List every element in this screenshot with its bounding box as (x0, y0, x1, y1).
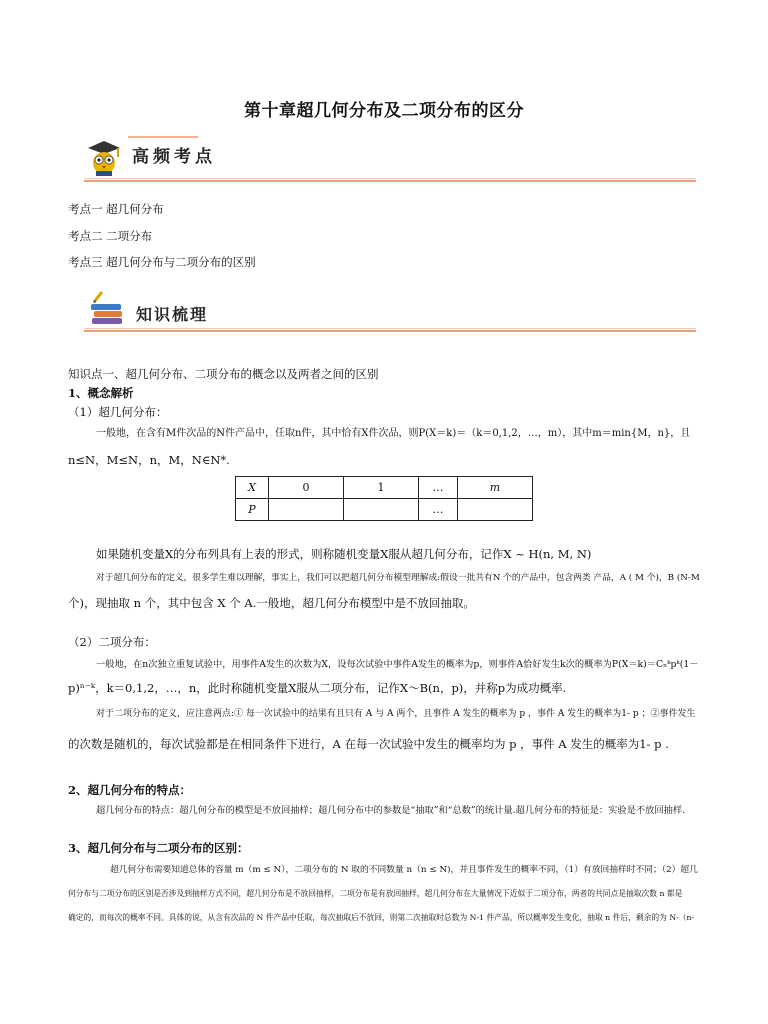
banner-knowledge (84, 288, 696, 332)
paragraph-line: 超几何分布的特点：超几何分布的模型是不放回抽样；超几何分布中的参数是“抽取”和“总数”的统计量.超几何分布的特征是：实验是不放回抽样. (96, 805, 686, 816)
paragraph-line: 确定的，而每次的概率不同。具体的说，从含有次品的 N 件产品中任取，每次抽取后不放回，则第二次抽取时总数为 N-1 件产品，所以概率发生变化，抽取 n 件后，剩余的为 N-（n- (68, 913, 695, 922)
paragraph-line: 一般地，在n次独立重复试验中，用事件A发生的次数为X，设每次试验中事件A发生的概率为p，则事件A恰好发生k次的概率为P(X＝k)＝Cₙᵏpᵏ(1－ (96, 659, 699, 670)
table-cell: P (236, 499, 269, 521)
table-row (236, 477, 533, 499)
banner-rule-thin (84, 328, 696, 329)
table-cell: 0 (269, 477, 344, 499)
section-heading: 1、概念解析 (68, 386, 134, 400)
table-cell: 1 (344, 477, 419, 499)
banner-high-frequency (84, 138, 696, 182)
table-row (236, 499, 533, 521)
section-heading: 2、超几何分布的特点： (68, 783, 192, 797)
table-cell (458, 499, 533, 521)
paragraph-line: 一般地，在含有M件次品的N件产品中，任取n件，其中恰有X件次品，则P(X＝k)＝（k＝0,1,2，…，m），其中m＝min{M，n}，且 (96, 428, 691, 439)
highlight-item: 考点一 超几何分布 (68, 202, 164, 216)
scholar-owl-icon (84, 138, 124, 178)
paragraph-line: 的次数是随机的，每次试验都是在相同条件下进行，A 在每一次试验中发生的概率均为 p ，事件 A 发生的概率为1- p . (68, 737, 669, 751)
paragraph-line: 如果随机变量X的分布列具有上表的形式，则称随机变量X服从超几何分布，记作X ~ H(n, M, N) (96, 547, 592, 561)
section-intro: 知识点一、超几何分布、二项分布的概念以及两者之间的区别 (68, 367, 379, 381)
document-title: 第十章超几何分布及二项分布的区分 (244, 101, 524, 121)
paragraph-line: 何分布与二项分布的区别是否涉及到抽样方式不同，超几何分布是不放回抽样，二项分布是有放回抽样，超几何分布在大量情况下近似于二项分布，两者的共同点是抽取次数 n 都是 (68, 889, 683, 898)
subsection-heading: （1）超几何分布： (68, 405, 168, 419)
table-cell (344, 499, 419, 521)
banner-swoosh (128, 136, 198, 138)
paragraph-line: n≤N，M≤N，n，M，N∈N*. (68, 453, 230, 467)
table-cell: X (236, 477, 269, 499)
highlight-item: 考点二 二项分布 (68, 229, 153, 243)
distribution-table (235, 476, 533, 521)
highlight-item: 考点三 超几何分布与二项分布的区别 (68, 255, 256, 269)
banner-rule (84, 330, 696, 332)
banner-label: 高频考点 (132, 147, 216, 167)
paragraph-line: 对于二项分布的定义，应注意两点:① 每一次试验中的结果有且只有 A 与 A 两个，且事件 A 发生的概率为 p ，事件 A 发生的概率为1- p ；②事件发生 (96, 709, 696, 719)
table-cell: … (419, 477, 458, 499)
paragraph-line: 个)，现抽取 n 个，其中包含 X 个 A.一般地，超几何分布模型中是不放回抽取。 (68, 596, 475, 610)
banner-label: 知识梳理 (136, 305, 209, 324)
section-heading: 3、超几何分布与二项分布的区别： (68, 841, 249, 855)
paragraph-line: p)ⁿ⁻ᵏ，k＝0,1,2，…，n，此时称随机变量X服从二项分布，记作X～B(n，p)，并称p为成功概率. (68, 681, 567, 695)
table-cell (269, 499, 344, 521)
banner-rule-thin (84, 178, 696, 179)
table-cell: … (419, 499, 458, 521)
table-cell: m (458, 477, 533, 499)
paragraph-line: 对于超几何分布的定义，很多学生难以理解，事实上，我们可以把超几何分布模型理解成:假设一批共有N 个的产品中，包含两类 产品，A ( M 个)，B (N-M (96, 573, 700, 583)
books-pencil-icon (88, 290, 128, 330)
subsection-heading: （2）二项分布： (68, 635, 156, 649)
banner-rule (84, 180, 696, 182)
paragraph-line: 超几何分布需要知道总体的容量 m（m ≤ N），二项分布的 N 取的不同数量 n（n ≤ N)，并且事件发生的概率不同，（1）有放回抽样时不同；（2）超几 (110, 865, 698, 875)
